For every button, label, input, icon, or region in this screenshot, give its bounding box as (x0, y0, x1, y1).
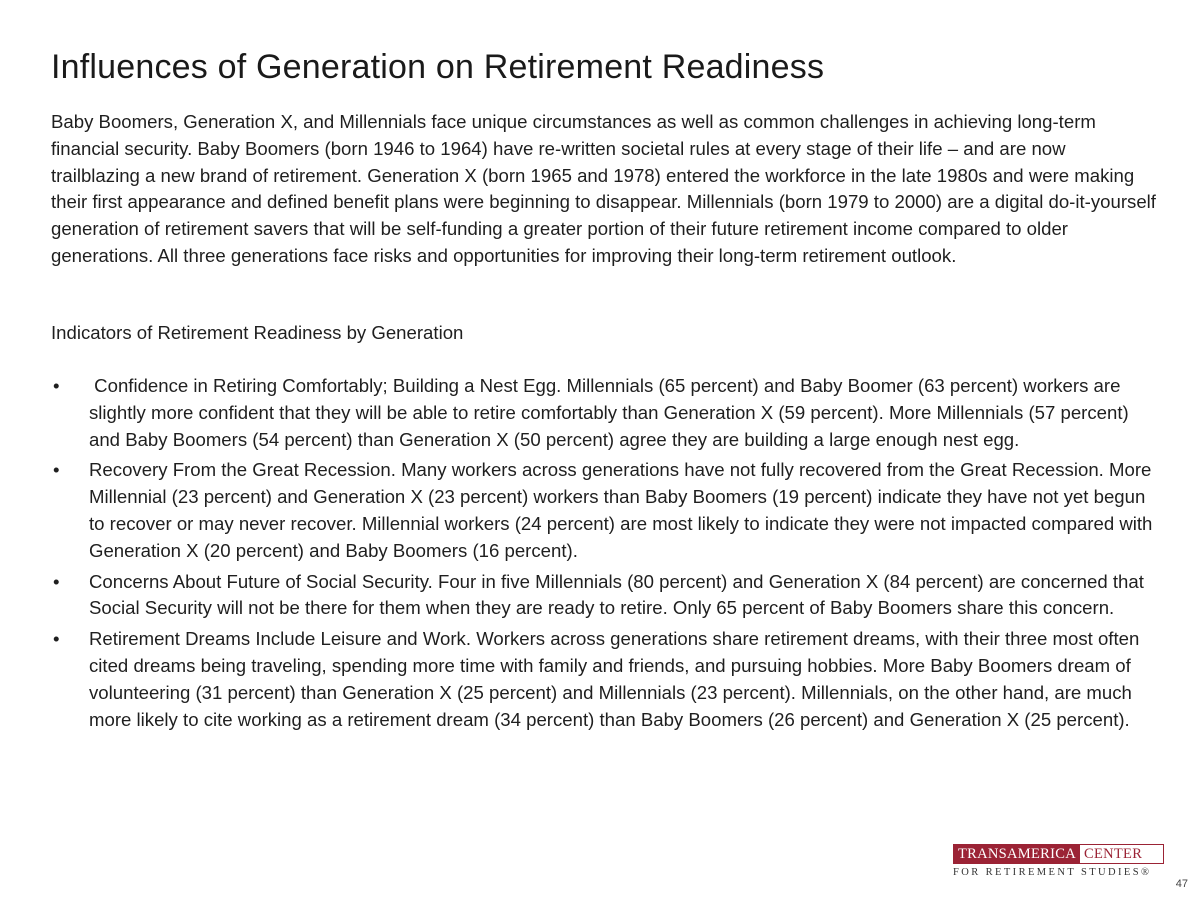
list-item (51, 569, 1156, 623)
bullet-icon: • (53, 459, 60, 481)
indicator-list (51, 373, 1156, 737)
list-item (51, 457, 1156, 564)
list-item (51, 626, 1156, 733)
list-item-text: Recovery From the Great Recession. Many workers across generations have not fully recovered from the Great Recession. More Millennial (23 percent) and Generation X (23 percent) workers than Baby Boomers (19 percent) indicate they have not yet begun to recover or may never recover. Millennial workers (24 percent) are most likely to indicate they were not impacted compared with Generation X (20 percent) and Baby Boomers (16 percent). (89, 459, 1153, 561)
slide-title: Influences of Generation on Retirement Readiness (51, 48, 825, 86)
intro-paragraph: Baby Boomers, Generation X, and Millennials face unique circumstances as well as common challenges in achieving long-term financial security. Baby Boomers (born 1946 to 1964) have re-written societal rules at every stage of their life – and are now trailblazing a new brand of retirement. Generation X (born 1965 and 1978) entered the workforce in the late 1980s and were making their first appearance and defined benefit plans were beginning to disappear. Millennials (born 1979 to 2000) are a digital do-it-yourself generation of retirement savers that will be self-funding a greater portion of their future retirement income compared to older generations. All three generations face risks and opportunities for improving their long-term retirement outlook. (51, 111, 1156, 266)
section-subheading: Indicators of Retirement Readiness by Generation (51, 322, 464, 343)
list-item (51, 373, 1156, 453)
bullet-icon: • (53, 628, 60, 650)
list-item-text: Concerns About Future of Social Security. Four in five Millennials (80 percent) and Generation X (84 percent) are concerned that Social Security will not be there for them when they are ready to retire. Only 65 percent of Baby Boomers share this concern. (89, 570, 1144, 619)
logo-subtitle: FOR RETIREMENT STUDIES® (953, 867, 1152, 878)
page-number: 47 (1175, 878, 1188, 890)
logo-center-text: CENTER (1084, 846, 1143, 862)
transamerica-logo (953, 844, 1164, 880)
logo-brand-text: TRANSAMERICA (954, 845, 1080, 863)
list-item-text: Retirement Dreams Include Leisure and Work. Workers across generations share retirement dreams, with their three most often cited dreams being traveling, spending more time with family and friends, and pursuing hobbies. More Baby Boomers dream of volunteering (31 percent) than Generation X (25 percent) and Millennials (23 percent). Millennials, on the other hand, are much more likely to cite working as a retirement dream (34 percent) than Baby Boomers (26 percent) and Generation X (25 percent). (89, 628, 1140, 730)
bullet-icon: • (53, 570, 60, 592)
bullet-icon: • (53, 375, 60, 396)
list-item-text: Confidence in Retiring Comfortably; Building a Nest Egg. Millennials (65 percent) and Baby Boomer (63 percent) workers are slightly more confident that they will be able to retire comfortably than Generation X (59 percent). More Millennials (57 percent) and Baby Boomers (54 percent) than Generation X (50 percent) agree they are building a large enough nest egg. (89, 375, 1134, 450)
logo-wordmark (953, 844, 1164, 864)
